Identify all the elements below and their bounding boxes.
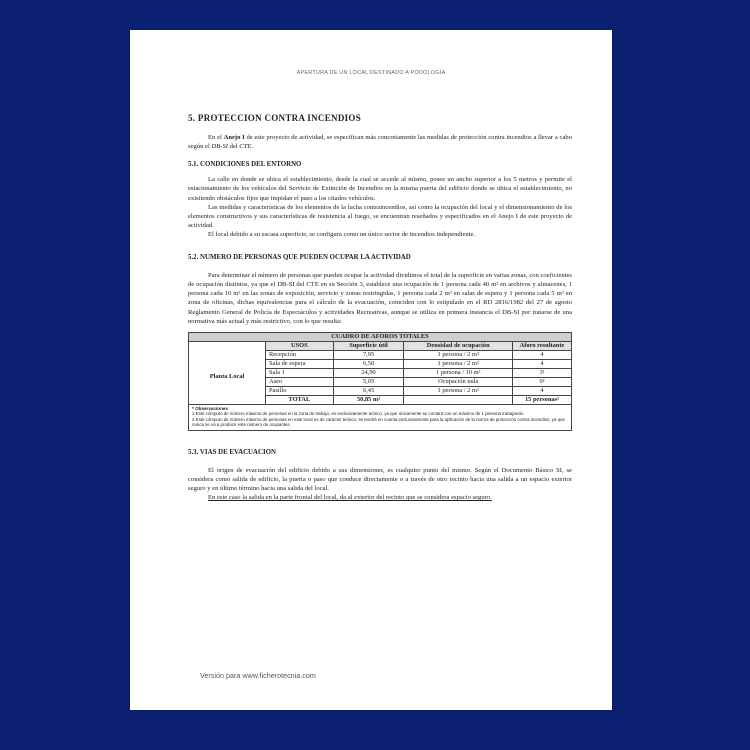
notes-title: * Observaciones [192,405,229,411]
table-total-density [404,395,513,404]
footer-text: Versión para www.ficherotecnia.com [200,671,316,680]
section-5-1-paragraph-3: El local debido a su escasa superficie, se configura como un único sector de incendios independiente. [208,230,476,238]
table-cell: 24,90 [333,368,404,377]
table-header-usos: USOS [266,341,334,350]
table-cell: 4 [513,350,572,359]
table-cell: 5,05 [333,377,404,386]
occupancy-table [188,332,572,405]
table-cell: 1 persona / 2 m² [404,359,513,368]
section-5-3-title: 5.3. VIAS DE EVACUACION [188,449,276,457]
table-cell: 4 [513,386,572,395]
table-cell: 3¹ [513,368,572,377]
table-cell: Recepción [266,350,334,359]
section-5-2-title: 5.2. NUMERO DE PERSONAS QUE PUEDEN OCUPAR LA ACTIVIDAD [188,254,411,262]
table-caption: CUADRO DE AFOROS TOTALES [189,332,572,341]
section-5-2-paragraph-1: Para determinar el número de personas que pueden ocupar la actividad dividimos el total de la superficie en varias zonas, con coeficientes de ocupación distintos, ya que el DB-SI del CTE en su Sección 3, establece una ocupación de 1 persona cada 40 m² en archivos y almacenes, 1 persona cada 10 m² en las zonas de exposición, servicio y zonas restringidas, 1 persona cada 2 m² en salas de espera y 1 persona cada 5 m² en zona de oficinas, dichas equivalencias para el cálculo de la evacuación, coinciden con lo estipulado en el RD 2816/1982 del 27 de agosto Reglamento General de Policía de Espectáculos y actividades Recreativas, aunque se utiliza en primera instancia el DB-SI por tratarse de una normativa más actual y más restrictivo, con lo que resulta: [188,272,572,325]
note-2: 2 Este cómputo de número máximo de personas en este local es de carácter teórico, se tendrá en cuenta exclusivamente para la aplicación de la norma de protección contra incendios, ya que nunca se va a producir este número de ocupantes. [192,416,565,428]
table-cell: Aseo [266,377,334,386]
table-total-surface: 50,85 m² [333,395,404,404]
running-header: APERTURA DE UN LOCAL DESTINADO A PODOLOGÍA [296,70,446,76]
table-cell: 1 persona / 2 m² [404,386,513,395]
document-page [130,30,612,710]
table-cell: 0² [513,377,572,386]
page-content [188,114,572,503]
table-cell: Ocupación nula [404,377,513,386]
section-5-3-paragraph-1: El origen de evacuación del edificio debido a sus dimensiones, es cualquier punto del mismo. Según el Documento Básico SI, se considera como salida de edificio, la puerta o paso que conduce directamente o a través de otro recinto hacia una salida a un espacio exterior seguro y en último término hacia una salida del local. [188,467,572,493]
table-cell: 1 persona / 10 m² [404,368,513,377]
table-cell: Sala de espera [266,359,334,368]
table-header-density: Densidad de ocupación [404,341,513,350]
section-5-3-paragraph-2: En este caso la salida en la parte frontal del local, da al exterior del recinto que se considera espacio seguro. [208,494,492,502]
table-total-capacity: 15 personas² [513,395,572,404]
table-cell: Sala 1 [266,368,334,377]
table-cell: 4 [513,359,572,368]
table-header-surface: Superficie útil [333,341,404,350]
table-total-label: TOTAL [266,395,334,404]
table-cell: 6,45 [333,386,404,395]
section-5-title: 5. PROTECCION CONTRA INCENDIOS [188,113,362,123]
table-notes [188,405,572,431]
table-cell: Pasillo [266,386,334,395]
table-row [189,350,572,359]
note-1: 1 Este cómputo de número máximo de personas en la zona de trabajo, es exclusivamente teórico, ya que únicamente se contará con un máximo de 1 persona trabajando. [192,411,525,417]
table-cell: 7,95 [333,350,404,359]
section-5-intro: En el Anejo I de este proyecto de actividad, se especifican más concretamente las medidas de protección contra incendios a llevar a cabo según el DB-SI del CTE. [188,134,572,151]
section-5-1-paragraph-2: Las medidas y características de los elementos de la lucha contraincendios, así como la ocupación del local y el dimensionamiento de los elementos constructivos y sus características de resistencia al fuego, se encuentran reseñados y especificados en el Anejo I de este proyecto de actividad. [188,203,572,229]
table-group-label: Planta Local [189,350,266,404]
section-5-1-paragraph-1: La calle en donde se ubica el establecimiento, desde la cual se accede al mismo, posee un ancho superior a los 5 metros y permite el estacionamiento de los vehículos del Servicio de Extinción de Incendios en la misma puerta del edificio donde se ubica el establecimiento, no existiendo obstáculos fijos que impidan el paso a los citados vehículos. [188,176,572,202]
table-cell: 6,50 [333,359,404,368]
table-header-capacity: Aforo resultante [513,341,572,350]
table-cell: 1 persona / 2 m² [404,350,513,359]
section-5-1-title: 5.1. CONDICIONES DEL ENTORNO [188,161,302,169]
